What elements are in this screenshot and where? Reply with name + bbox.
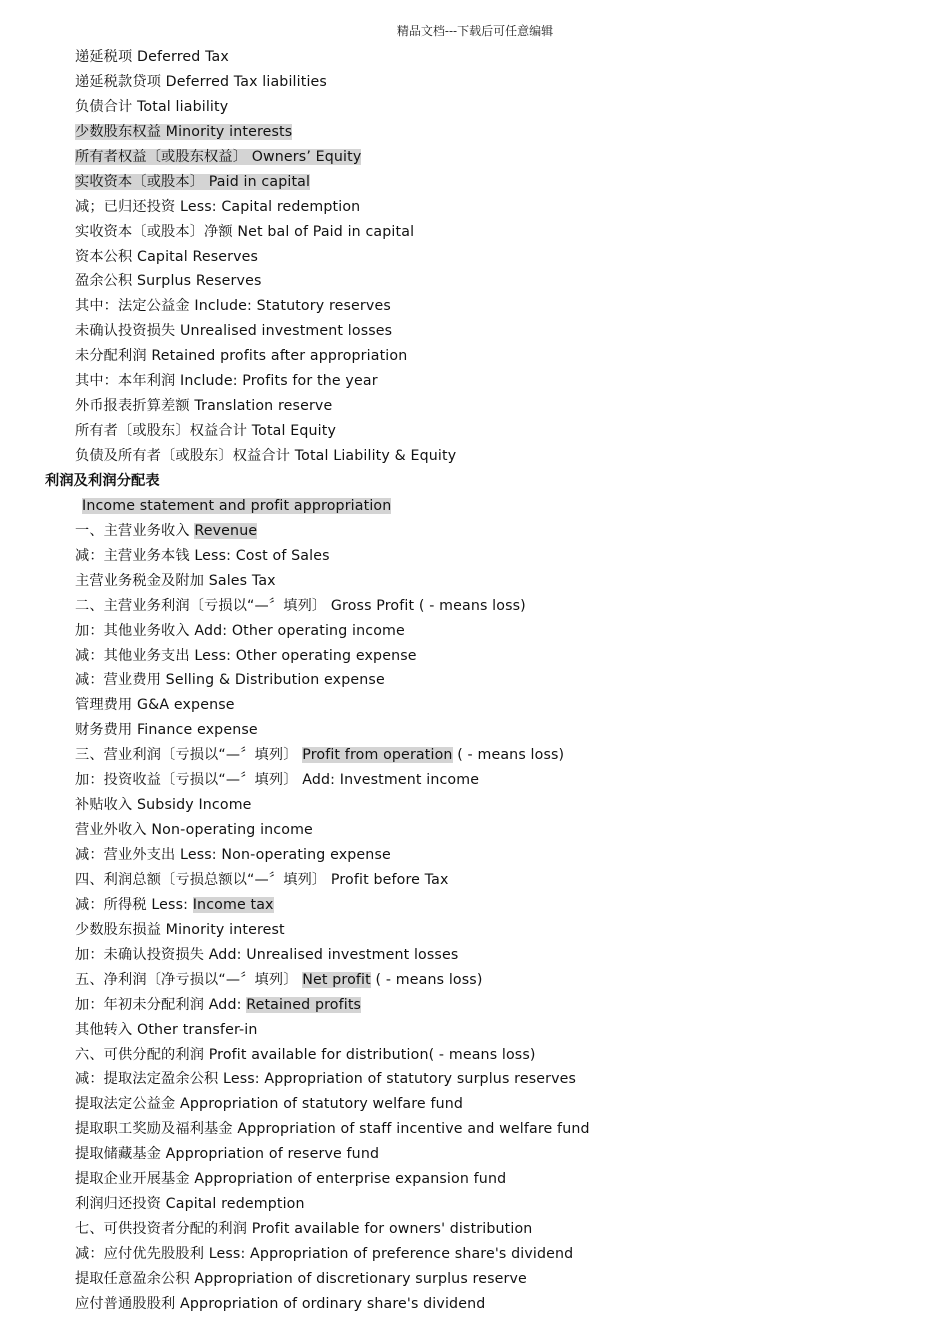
text-line (0, 1018, 950, 1043)
text-line (0, 893, 950, 918)
line-text: 所有者〔或股东〕权益合计 Total Equity (75, 423, 337, 440)
text-line (0, 1043, 950, 1068)
text-line (0, 718, 950, 743)
text-line (0, 1092, 950, 1117)
line-text: 减：营业外支出 Less: Non-operating expense (75, 847, 391, 863)
line-text: 三、营业利润〔亏损以“—〞填列〕 (75, 747, 303, 764)
text-line (0, 644, 950, 669)
text-line (0, 1192, 950, 1217)
text-line (0, 594, 950, 619)
text-line (0, 220, 950, 245)
line-text: 提取职工奖励及福利基金 Appropriation of staff incentive and welfare fund (75, 1121, 590, 1138)
line-text: 递延税项 Deferred Tax (75, 49, 229, 65)
text-line (0, 693, 950, 718)
line-text: 补贴收入 Subsidy Income (75, 797, 252, 814)
text-line (0, 843, 950, 868)
line-text: 提取储藏基金 Appropriation of reserve fund (75, 1146, 380, 1163)
line-text: 未分配利润 Retained profits after appropriation (75, 348, 408, 365)
highlighted-text: Income statement and profit appropriation (82, 497, 392, 514)
text-line (0, 95, 950, 120)
text-line (0, 294, 950, 319)
highlighted-text: 所有者权益〔或股东权益〕 Owners’ Equity (75, 148, 362, 165)
line-text: 四、利润总额〔亏损总额以“—〞填列〕 Profit before Tax (75, 871, 449, 888)
text-line (0, 868, 950, 893)
line-text: 七、可供投资者分配的利润 Profit available for owners' distribution (75, 1221, 533, 1238)
text-line (0, 793, 950, 818)
line-text: 减：所得税 Less: (75, 896, 193, 913)
text-line (0, 968, 950, 993)
line-text: 应付普通股股利 Appropriation of ordinary share's dividend (75, 1295, 486, 1312)
highlighted-text: Net profit (302, 971, 371, 988)
line-text: 利润归还投资 Capital redemption (75, 1196, 305, 1213)
text-line (0, 1117, 950, 1142)
highlighted-text: Revenue (194, 522, 258, 539)
highlighted-text: Income tax (192, 896, 274, 913)
text-line (0, 444, 950, 469)
section-subtitle (0, 494, 950, 519)
line-text: 加：投资收益〔亏损以“—〞填列〕 Add: Investment income (75, 772, 480, 789)
line-text: 盈余公积 Surplus Reserves (75, 273, 262, 290)
text-line (0, 45, 950, 70)
line-text: 其他转入 Other transfer-in (75, 1021, 258, 1038)
line-text: 六、可供分配的利润 Profit available for distribution( - means loss) (75, 1046, 536, 1063)
highlighted-text: Profit from operation (302, 747, 453, 764)
line-text: 财务费用 Finance expense (75, 722, 258, 739)
line-text: 二、主营业务利润〔亏损以“—〞填列〕 Gross Profit ( - means loss) (75, 597, 526, 614)
text-line (0, 668, 950, 693)
line-text: 加：未确认投资损失 Add: Unrealised investment losses (75, 946, 459, 963)
line-text: 少数股东损益 Minority interest (75, 921, 285, 938)
text-line-highlighted (0, 120, 950, 145)
line-text: 提取任意盈余公积 Appropriation of discretionary surplus reserve (75, 1270, 527, 1287)
line-text: 营业外收入 Non-operating income (75, 822, 313, 839)
text-line (0, 1167, 950, 1192)
page-header: 精品文档---下载后可任意编辑 (396, 24, 554, 38)
text-line-highlighted (0, 145, 950, 170)
text-line (0, 519, 950, 544)
line-text: 资本公积 Capital Reserves (75, 248, 259, 265)
text-line-highlighted (0, 170, 950, 195)
text-line (0, 918, 950, 943)
text-line (0, 419, 950, 444)
text-line (0, 1067, 950, 1092)
line-text: 其中：法定公益金 Include: Statutory reserves (75, 298, 391, 315)
text-line (0, 569, 950, 594)
highlighted-text: 实收资本〔或股本〕 Paid in capital (75, 173, 311, 190)
line-text: 加：其他业务收入 Add: Other operating income (75, 622, 405, 639)
line-text: 减：应付优先股股利 Less: Appropriation of preference share's dividend (75, 1246, 574, 1262)
line-text: 减：其他业务支出 Less: Other operating expense (75, 647, 417, 664)
line-text: 提取法定公益金 Appropriation of statutory welfare fund (75, 1096, 464, 1113)
text-line (0, 818, 950, 843)
line-text: 减：主营业务本钱 Less: Cost of Sales (75, 547, 330, 564)
line-text: 一、主营业务收入 (75, 522, 195, 539)
line-text: ( - means loss) (370, 971, 483, 988)
highlighted-text: Retained profits (246, 996, 362, 1013)
text-line (0, 245, 950, 270)
line-text: 管理费用 G&A expense (75, 697, 235, 714)
text-line (0, 993, 950, 1018)
line-text: 减：提取法定盈余公积 Less: Appropriation of statutory surplus reserves (75, 1071, 577, 1088)
text-line (0, 70, 950, 95)
text-line (0, 1142, 950, 1167)
line-text: 其中：本年利润 Include: Profits for the year (75, 373, 378, 390)
line-text: 负债及所有者〔或股东〕权益合计 Total Liability & Equity (75, 448, 457, 464)
line-text: 负债合计 Total liability (75, 98, 229, 115)
text-line (0, 269, 950, 294)
text-line (0, 1242, 950, 1267)
text-line (0, 195, 950, 220)
line-text: 五、净利润〔净亏损以“—〞填列〕 (75, 971, 303, 988)
line-text: 实收资本〔或股本〕净额 Net bal of Paid in capital (75, 223, 415, 240)
line-text: 减：营业费用 Selling & Distribution expense (75, 672, 385, 689)
line-text: 递延税款贷项 Deferred Tax liabilities (75, 73, 327, 90)
text-line (0, 1217, 950, 1242)
line-text: ( - means loss) (452, 747, 565, 764)
section-title: 利润及利润分配表 (45, 472, 160, 489)
text-line (0, 344, 950, 369)
line-text: 加：年初未分配利润 Add: (75, 996, 247, 1013)
text-line (0, 1267, 950, 1292)
text-line (0, 319, 950, 344)
line-text: 减；已归还投资 Less: Capital redemption (75, 198, 361, 215)
line-text: 外币报表折算差额 Translation reserve (75, 398, 333, 415)
text-line (0, 943, 950, 968)
text-line (0, 768, 950, 793)
text-line (0, 394, 950, 419)
text-line (0, 743, 950, 768)
line-text: 提取企业开展基金 Appropriation of enterprise expansion fund (75, 1171, 507, 1188)
text-line (0, 1292, 950, 1317)
line-text: 主营业务税金及附加 Sales Tax (75, 572, 276, 589)
line-text: 未确认投资损失 Unrealised investment losses (75, 323, 393, 340)
text-line (0, 619, 950, 644)
text-line (0, 369, 950, 394)
highlighted-text: 少数股东权益 Minority interests (75, 123, 293, 140)
document-body (0, 45, 950, 1317)
text-line (0, 544, 950, 569)
